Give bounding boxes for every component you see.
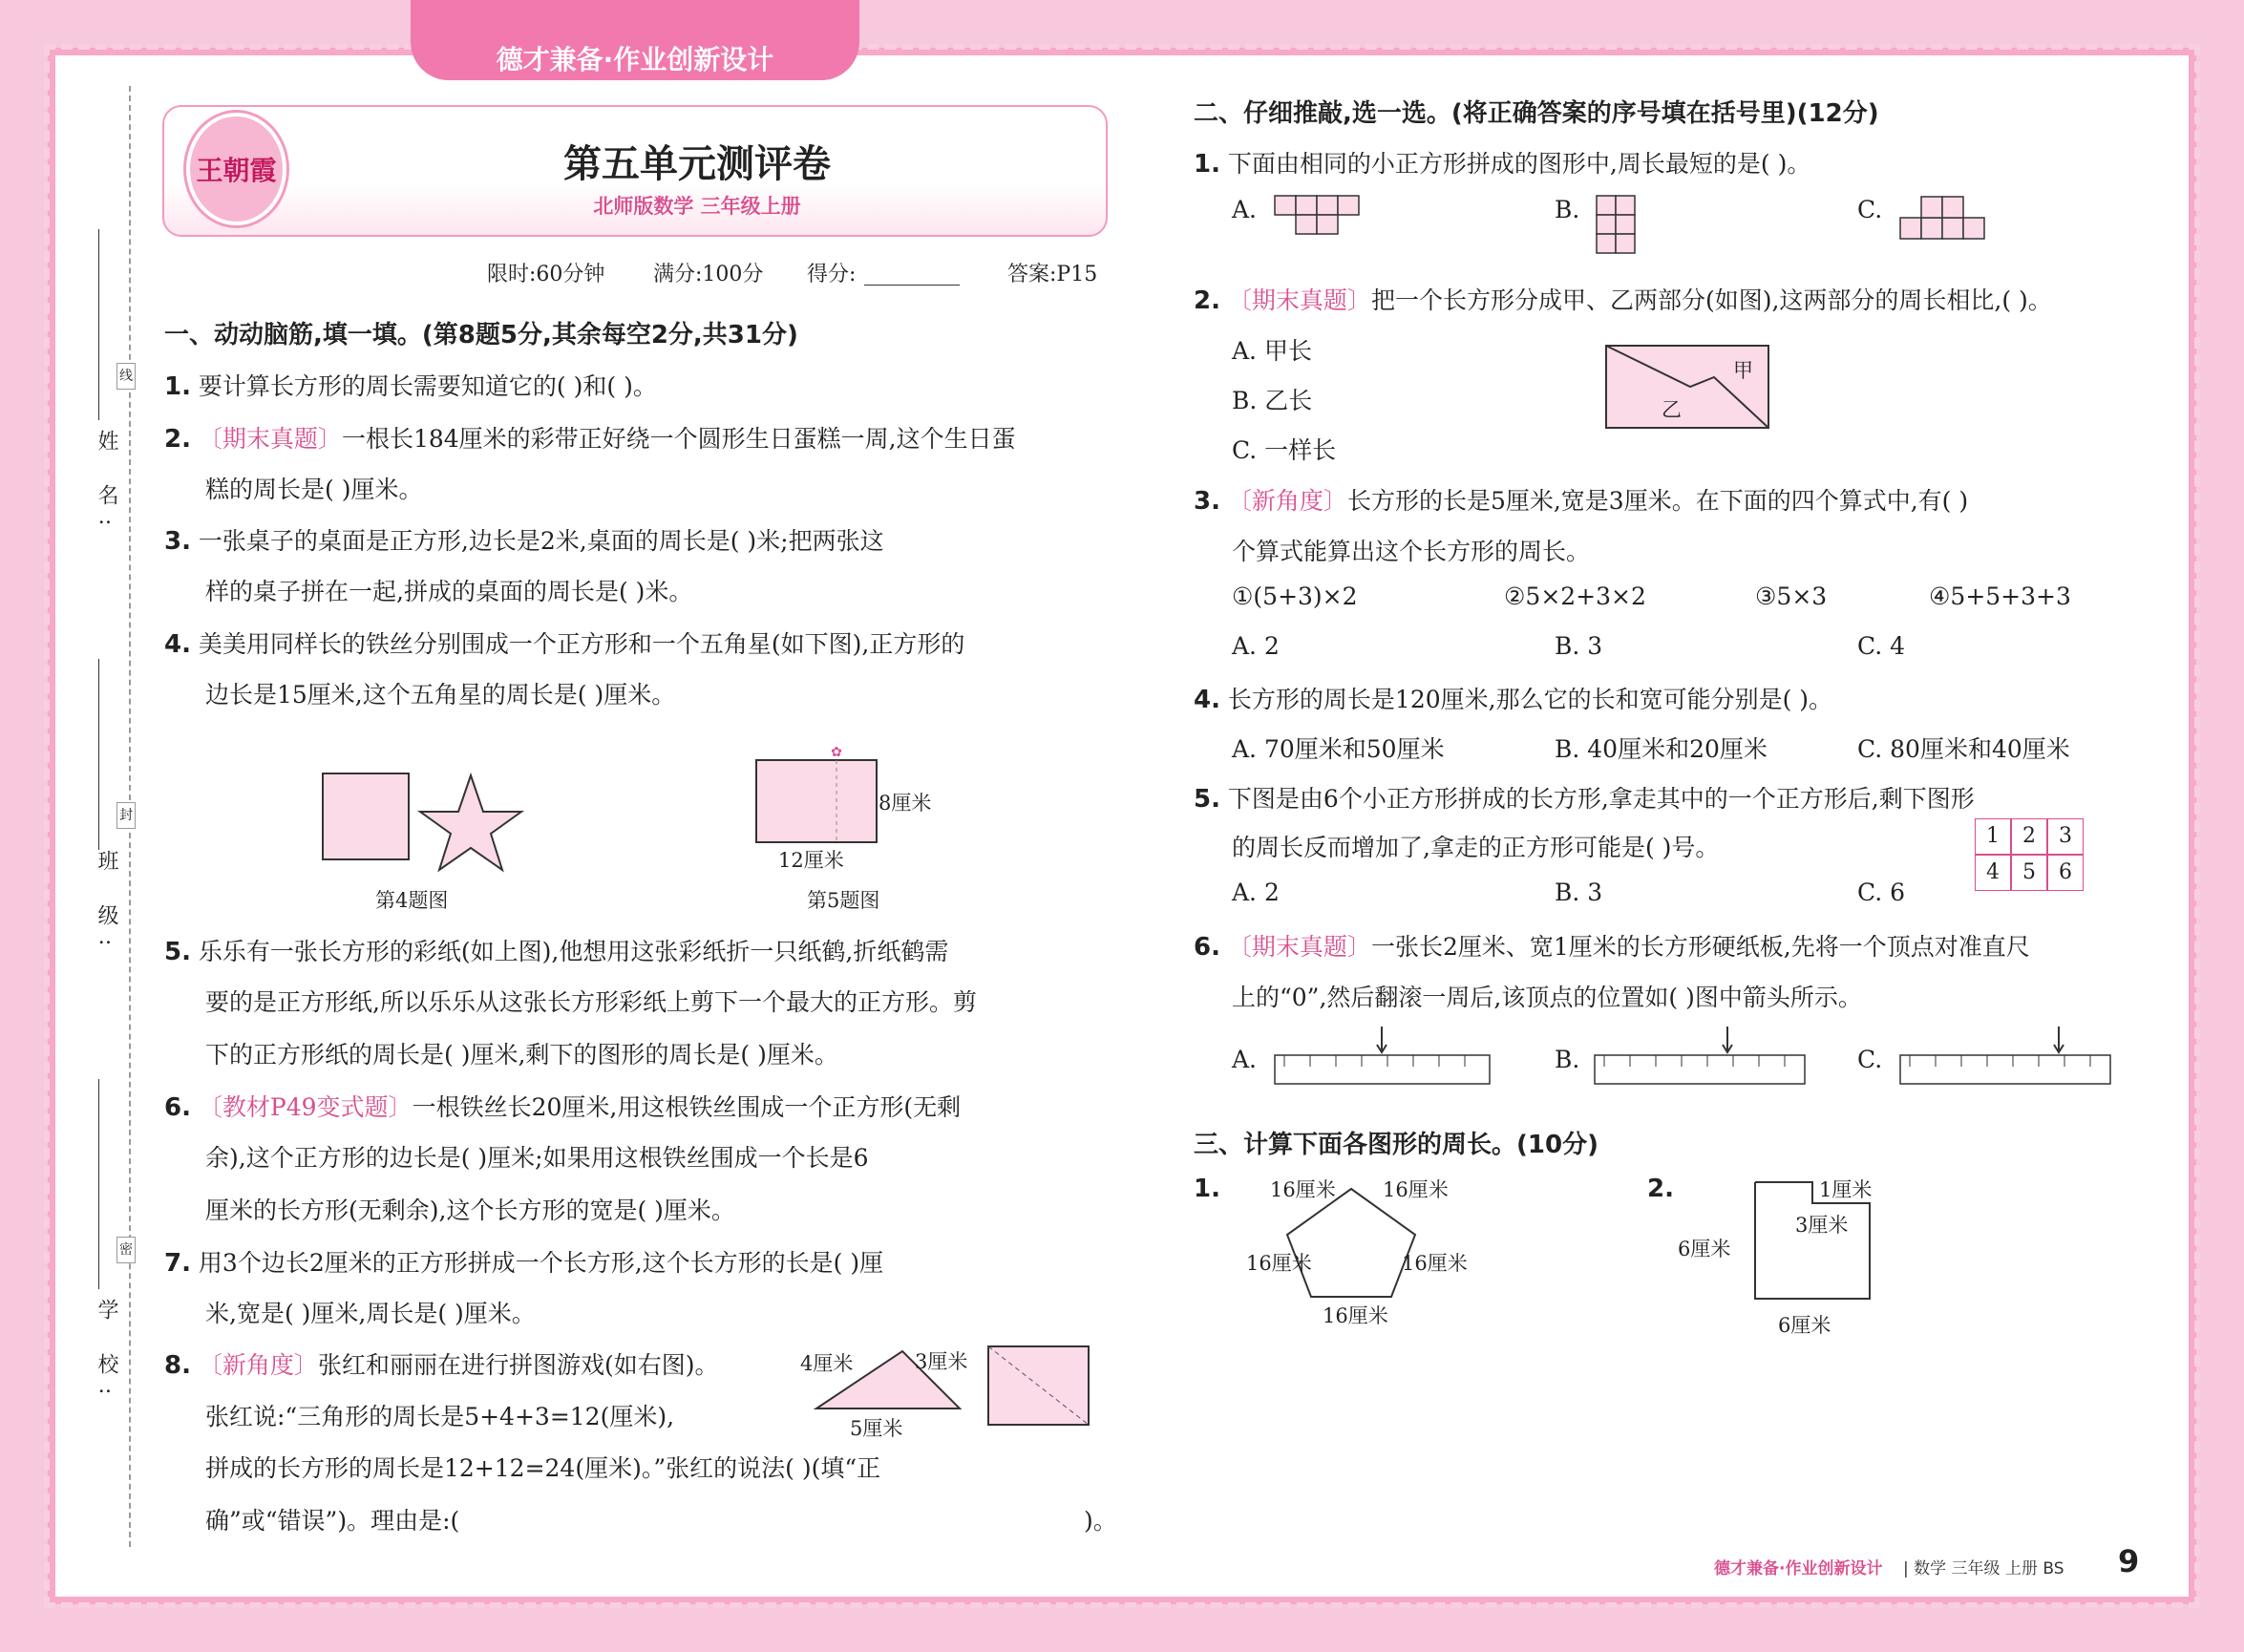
s1-q2b: 糕的周长是( )厘米。	[205, 476, 423, 503]
name-label: 姓 名:	[95, 430, 118, 540]
tag-final-exam-3: 〔期末真题〕	[1227, 933, 1371, 961]
grid-cell: 5	[2011, 855, 2047, 891]
page-subtitle: 北师版数学 三年级上册	[593, 195, 801, 218]
school-label: 学 校:	[95, 1299, 118, 1408]
answer-page: 答案:P15	[1007, 263, 1098, 286]
time-limit: 限时:60分钟	[487, 263, 605, 286]
tag-textbook: 〔教材P49变式题〕	[198, 1093, 413, 1121]
s2-q5b: 的周长反而增加了,拿走的正方形可能是( )号。	[1232, 834, 1720, 861]
step-label-6a: 6厘米	[1678, 1238, 1731, 1260]
s2-q6a: 一张长2厘米、宽1厘米的长方形硬纸板,先将一个顶点对准直尺	[1370, 933, 2030, 961]
s2-q2-number: 2.	[1194, 286, 1220, 315]
mark-seal: 封	[116, 802, 136, 829]
s1-q8b: 张红说:“三角形的周长是5+4+3=12(厘米),	[205, 1403, 675, 1430]
fig4-caption: 第4题图	[375, 889, 449, 912]
grid-cell: 6	[2047, 855, 2084, 891]
banner-text: 德才兼备·作业创新设计	[496, 44, 774, 75]
number-grid	[1975, 818, 2084, 891]
s1-q6c: 厘米的长方形(无剩余),这个长方形的宽是( )厘米。	[205, 1197, 735, 1224]
s2-q3a: 长方形的长是5厘米,宽是3厘米。在下面的四个算式中,有( )	[1346, 487, 1969, 515]
s1-q2a: 一根长184厘米的彩带正好绕一个圆形生日蛋糕一周,这个生日蛋	[341, 425, 1016, 453]
s1-q6b: 余),这个正方形的边长是( )厘米;如果用这根铁丝围成一个长是6	[205, 1144, 869, 1172]
s1-q4b: 边长是15厘米,这个五角星的周长是( )厘米。	[205, 681, 676, 709]
s2-q2: 把一个长方形分成甲、乙两部分(如图),这两部分的周长相比,( )。	[1370, 286, 2052, 314]
s1-q6a: 一根铁丝长20厘米,用这根铁丝围成一个正方形(无剩	[412, 1093, 962, 1121]
grid-cell: 1	[1975, 818, 2011, 855]
s2-q5a: 下图是由6个小正方形拼成的长方形,拿走其中的一个正方形后,剩下图形	[1227, 785, 1975, 813]
footer-info: | 数学 三年级 上册 BS	[1903, 1559, 2064, 1578]
s2-q1-opt-c: C.	[1857, 196, 1883, 223]
s1-q5a: 乐乐有一张长方形的彩纸(如上图),他想用这张彩纸折一只纸鹤,折纸鹤需	[198, 938, 949, 965]
mark-line: 线	[116, 363, 136, 390]
q4-number: 4.	[164, 630, 191, 659]
s2-q4-opt-a: A. 70厘米和50厘米	[1232, 735, 1445, 763]
footer-brand: 德才兼备·作业创新设计	[1714, 1559, 1883, 1578]
s2-q1-shapes	[1270, 191, 2015, 267]
school-line[interactable]	[98, 1079, 99, 1289]
svg-text:✿: ✿	[831, 745, 842, 760]
s1-q5b: 要的是正方形纸,所以乐乐从这张长方形彩纸上剪下一个最大的正方形。剪	[205, 988, 977, 1016]
formula-3: ③5×3	[1755, 582, 1828, 610]
fig8-side-c: 5厘米	[850, 1417, 903, 1440]
s3-q2-number: 2.	[1647, 1175, 1674, 1203]
logo-seal	[186, 113, 286, 225]
label-yi: 乙	[1662, 398, 1682, 421]
score-label: 得分:	[807, 263, 857, 286]
pentagon-side-2: 16厘米	[1383, 1178, 1449, 1201]
grid-cell: 3	[2047, 818, 2084, 855]
section1-title: 一、动动脑筋,填一填。(第8题5分,其余每空2分,共31分)	[164, 321, 798, 349]
s2-q6-opt-b: B.	[1555, 1046, 1580, 1073]
mark-secret: 密	[116, 1237, 136, 1263]
banner	[411, 0, 859, 80]
fig5-caption: 第5题图	[807, 889, 880, 912]
fig8-side-a: 4厘米	[800, 1352, 854, 1375]
page-number: 9	[2118, 1543, 2140, 1579]
q6-number: 6.	[164, 1093, 191, 1122]
q1-number: 1.	[164, 372, 191, 401]
q3-number: 3.	[164, 527, 191, 556]
pentagon-side-5: 16厘米	[1323, 1304, 1388, 1327]
s2-q4-opt-c: C. 80厘米和40厘米	[1857, 735, 2070, 763]
fig5-height: 8厘米	[879, 792, 932, 815]
s2-q3b: 个算式能算出这个长方形的周长。	[1232, 538, 1591, 565]
formula-1: ①(5+3)×2	[1232, 582, 1358, 610]
fig5-width: 12厘米	[778, 849, 844, 872]
s2-q3-number: 3.	[1194, 487, 1220, 516]
step-label-6b: 6厘米	[1778, 1314, 1831, 1337]
s2-q2-opt-b: B. 乙长	[1232, 387, 1313, 414]
score-field[interactable]	[864, 285, 960, 286]
s2-q2-opt-a: A. 甲长	[1232, 337, 1312, 365]
s2-q2-opt-c: C. 一样长	[1232, 436, 1337, 464]
s2-q1-number: 1.	[1194, 150, 1220, 179]
tag-final-exam: 〔期末真题〕	[198, 425, 342, 453]
grid-cell: 2	[2011, 818, 2047, 855]
pentagon-side-4: 16厘米	[1402, 1252, 1468, 1275]
fig8-side-b: 3厘米	[915, 1350, 968, 1373]
s1-q8a: 张红和丽丽在进行拼图游戏(如右图)。	[317, 1351, 719, 1379]
pentagon-side-1: 16厘米	[1270, 1178, 1336, 1201]
s2-q5-opt-a: A. 2	[1232, 879, 1280, 906]
s2-q6-opt-c: C.	[1857, 1046, 1883, 1073]
s1-q8d: 确”或“错误”)。理由是:(	[205, 1507, 460, 1535]
full-score: 满分:100分	[653, 263, 764, 286]
s2-q1-opt-b: B.	[1555, 196, 1580, 223]
s2-q4-number: 4.	[1194, 686, 1220, 714]
name-line[interactable]	[98, 229, 99, 420]
s1-q4a: 美美用同样长的铁丝分别围成一个正方形和一个五角星(如下图),正方形的	[198, 630, 965, 658]
s2-q1: 下面由相同的小正方形拼成的图形中,周长最短的是( )。	[1227, 150, 1811, 178]
s2-q3-opt-a: A. 2	[1232, 632, 1280, 660]
s2-q5-opt-b: B. 3	[1555, 879, 1603, 906]
pentagon-side-3: 16厘米	[1246, 1252, 1312, 1275]
logo-text: 王朝霞	[196, 155, 277, 186]
step-label-1: 1厘米	[1819, 1178, 1873, 1201]
q7-number: 7.	[164, 1249, 191, 1278]
s1-q3a: 一张桌子的桌面是正方形,边长是2米,桌面的周长是( )米;把两张这	[198, 527, 884, 555]
s2-q6-opt-a: A.	[1232, 1046, 1258, 1073]
rulers	[1270, 1022, 2129, 1089]
tag-new-angle: 〔新角度〕	[198, 1351, 318, 1379]
s2-q5-opt-c: C. 6	[1857, 879, 1906, 906]
s1-q5c: 下的正方形纸的周长是( )厘米,剩下的图形的周长是( )厘米。	[205, 1041, 838, 1069]
formula-2: ②5×2+3×2	[1504, 582, 1646, 610]
s1-q3b: 样的桌子拼在一起,拼成的桌面的周长是( )米。	[205, 578, 693, 605]
class-line[interactable]	[98, 659, 99, 850]
section2-title: 二、仔细推敲,选一选。(将正确答案的序号填在括号里)(12分)	[1194, 99, 1879, 128]
s2-q3-opt-b: B. 3	[1555, 632, 1603, 660]
section3-title: 三、计算下面各图形的周长。(10分)	[1194, 1131, 1598, 1159]
s2-q4-opt-b: B. 40厘米和20厘米	[1555, 735, 1768, 763]
step-label-3: 3厘米	[1795, 1214, 1849, 1237]
q8-number: 8.	[164, 1351, 191, 1380]
q2-number: 2.	[164, 425, 191, 454]
s2-q6b: 上的“0”,然后翻滚一周后,该顶点的位置如( )图中箭头所示。	[1232, 984, 1862, 1011]
s2-q6-number: 6.	[1194, 933, 1220, 962]
s2-q3-opt-c: C. 4	[1857, 632, 1906, 660]
s2-q5-number: 5.	[1194, 785, 1220, 814]
s2-q4: 长方形的周长是120厘米,那么它的长和宽可能分别是( )。	[1227, 686, 1833, 713]
q5-number: 5.	[164, 938, 191, 966]
label-jia: 甲	[1733, 359, 1753, 382]
s1-q7b: 米,宽是( )厘米,周长是( )厘米。	[205, 1300, 536, 1327]
s1-q7a: 用3个边长2厘米的正方形拼成一个长方形,这个长方形的长是( )厘	[198, 1249, 884, 1277]
s2-q1-opt-a: A.	[1232, 196, 1258, 223]
s1-q1: 要计算长方形的周长需要知道它的( )和( )。	[198, 372, 657, 400]
formula-4: ④5+5+3+3	[1929, 582, 2071, 610]
s3-q1-number: 1.	[1194, 1175, 1220, 1203]
page-title: 第五单元测评卷	[563, 142, 831, 186]
tag-new-angle-2: 〔新角度〕	[1227, 487, 1347, 515]
s1-q8c: 拼成的长方形的周长是12+12=24(厘米)。”张红的说法( )(填“正	[205, 1454, 881, 1482]
s1-q8e: )。	[1084, 1507, 1117, 1535]
grid-cell: 4	[1975, 855, 2011, 891]
tag-final-exam-2: 〔期末真题〕	[1227, 286, 1371, 314]
class-label: 班 级:	[95, 850, 118, 960]
